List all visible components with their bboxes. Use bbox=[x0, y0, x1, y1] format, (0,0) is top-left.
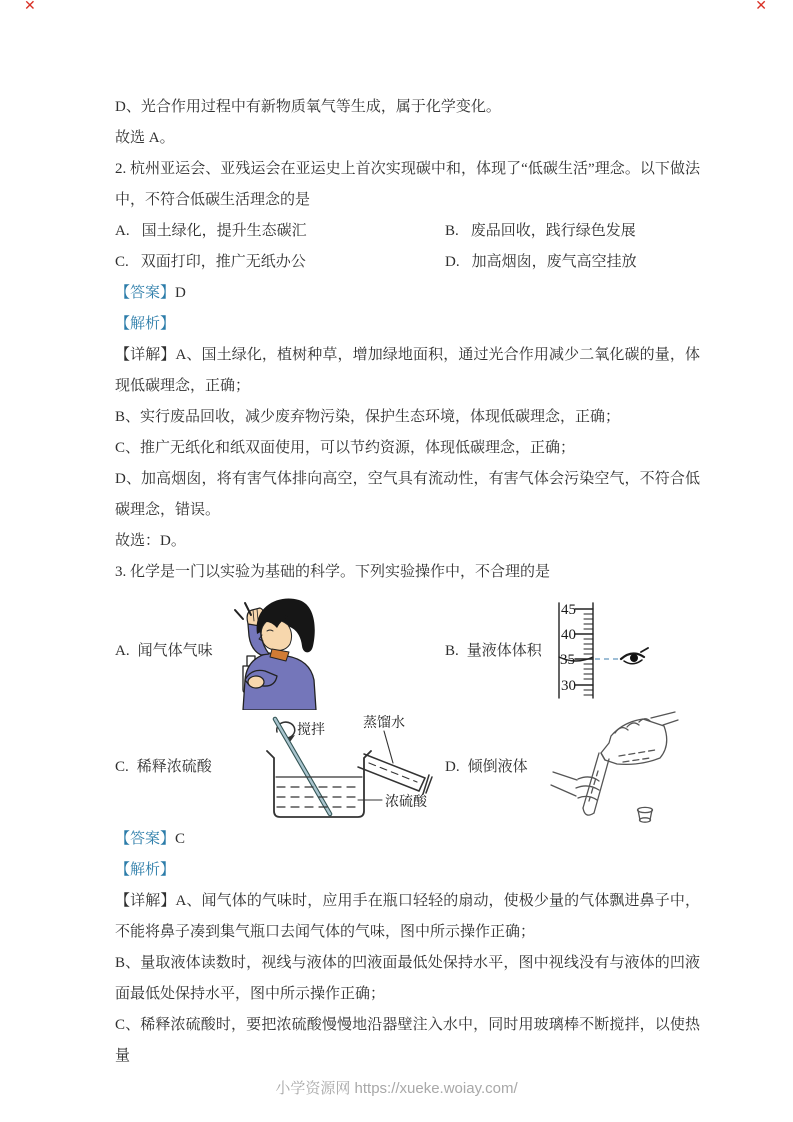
water-label: 蒸馏水 bbox=[363, 716, 405, 731]
q2-option-d bbox=[445, 247, 637, 278]
q3-option-a-text: 闻气体气味 bbox=[137, 643, 213, 659]
q1-detail-option-d: D、光合作用过程中有新物质氧气等生成，属于化学变化。 bbox=[115, 99, 501, 115]
tick-45: 45 bbox=[561, 602, 576, 618]
reagent-bottle bbox=[601, 719, 667, 764]
pour-liquid-figure bbox=[547, 709, 679, 825]
q3-option-b-label: B. bbox=[445, 643, 459, 659]
q2-option-b-label: B. bbox=[445, 223, 459, 239]
q3-option-d-label-group bbox=[445, 757, 547, 777]
q3-option-d-label: D. bbox=[445, 759, 460, 775]
site-footer: 小学资源网 https://xueke.woiay.com/ bbox=[275, 1080, 518, 1097]
q3-option-a-label: A. bbox=[115, 643, 130, 659]
q3-option-b bbox=[445, 590, 700, 712]
q3-option-c-label: C. bbox=[115, 759, 129, 775]
q2-option-a-text: 国土绿化，提升生态碳汇 bbox=[141, 223, 307, 239]
q3-detail-c: C、稀释浓硫酸时，要把浓硫酸慢慢地沿器壁注入水中，同时用玻璃棒不断搅拌，以使热量 bbox=[115, 1017, 700, 1064]
tick-40: 40 bbox=[561, 627, 576, 643]
q3-option-a bbox=[115, 590, 445, 712]
document-body bbox=[115, 92, 700, 1072]
measure-volume-figure bbox=[547, 601, 649, 701]
q2-detail-c: C、推广无纸化和纸双面使用，可以节约资源，体现低碳理念，正确； bbox=[115, 440, 576, 456]
q2-detail-label: 【详解】 bbox=[115, 347, 176, 363]
q3-answer-line bbox=[115, 824, 700, 855]
red-corner-mark-left: ✕ bbox=[24, 0, 36, 14]
q2-option-d-text: 加高烟囱，废气高空挂放 bbox=[471, 254, 637, 270]
smell-gas-figure bbox=[217, 592, 322, 710]
q2-option-c bbox=[115, 247, 445, 278]
hand-on-bottle bbox=[615, 712, 678, 733]
q3-option-b-label-group bbox=[445, 641, 547, 661]
q2-option-c-label: C. bbox=[115, 254, 129, 270]
q3-detail-a: 【详解】A、闻气体的气味时，应用手在瓶口轻轻的扇动，使极少量的气体飘进鼻子中，不能将鼻子凑到集气瓶口去闻气体的气味，图中所示操作正确； bbox=[115, 893, 700, 940]
q1-conclusion: 故选 A。 bbox=[115, 130, 175, 146]
q2-option-a bbox=[115, 216, 445, 247]
acid-liquid bbox=[277, 787, 361, 807]
q2-detail-d: D、加高烟囱，将有害气体排向高空，空气具有流动性，有害气体会污染空气，不符合低碳理念，错误。 bbox=[115, 471, 700, 518]
q3-option-b-text: 量液体体积 bbox=[466, 643, 542, 659]
q3-answer-value: C bbox=[175, 831, 186, 847]
q3-detail-label: 【详解】 bbox=[115, 893, 176, 909]
q2-analysis-label: 【解析】 bbox=[115, 316, 176, 332]
test-tube bbox=[583, 753, 609, 815]
q3-option-a-label-group bbox=[115, 641, 217, 661]
dilute-acid-figure bbox=[217, 713, 441, 821]
q3-figure-grid bbox=[115, 590, 700, 822]
q3-option-c bbox=[115, 712, 445, 822]
q3-option-d-text: 倾倒液体 bbox=[467, 759, 528, 775]
tick-30: 30 bbox=[561, 678, 576, 694]
q2-option-a-label: A. bbox=[115, 223, 130, 239]
q2-detail-b: B、实行废品回收，减少废弃物污染，保护生态环境，体现低碳理念，正确； bbox=[115, 409, 621, 425]
q3-option-d bbox=[445, 712, 700, 822]
q2-stem: 2. 杭州亚运会、亚残运会在亚运史上首次实现碳中和，体现了“低碳生活”理念。以下做法中，不符合低碳生活理念的是 bbox=[115, 161, 700, 208]
stopper bbox=[638, 807, 653, 822]
q2-detail-a: 【详解】A、国土绿化，植树种草，增加绿地面积，通过光合作用减少二氧化碳的量，体现低碳理念，正确； bbox=[115, 347, 700, 394]
red-corner-mark-right: ✕ bbox=[755, 0, 767, 14]
q2-answer-label: 【答案】 bbox=[115, 285, 176, 301]
q2-options-row-1 bbox=[115, 216, 700, 247]
water-label-leader bbox=[384, 731, 393, 763]
q2-option-c-text: 双面打印，推广无纸办公 bbox=[140, 254, 306, 270]
q2-conclusion: 故选：D。 bbox=[115, 533, 186, 549]
q3-analysis-label: 【解析】 bbox=[115, 862, 176, 878]
q3-detail-b: B、量取液体读数时，视线与液体的凹液面最低处保持水平，图中视线没有与液体的凹液面最低处保持水平，图中所示操作正确； bbox=[115, 955, 700, 1002]
q3-answer-label: 【答案】 bbox=[115, 831, 176, 847]
q2-options-row-2 bbox=[115, 247, 700, 278]
q2-option-b bbox=[445, 216, 636, 247]
q3-option-c-text: 稀释浓硫酸 bbox=[136, 759, 212, 775]
q3-option-c-label-group bbox=[115, 757, 217, 777]
q2-option-d-label: D. bbox=[445, 254, 460, 270]
tick-35: 35 bbox=[560, 652, 575, 668]
eye-icon bbox=[621, 648, 648, 664]
q2-answer-line bbox=[115, 278, 700, 309]
q3-stem: 3. 化学是一门以实验为基础的科学。下列实验操作中，不合理的是 bbox=[115, 564, 551, 580]
stir-label: 搅拌 bbox=[297, 723, 325, 738]
pouring-cylinder bbox=[358, 754, 432, 794]
q2-option-b-text: 废品回收，践行绿色发展 bbox=[470, 223, 636, 239]
q2-answer-value: D bbox=[175, 285, 186, 301]
acid-label: 浓硫酸 bbox=[385, 795, 427, 810]
